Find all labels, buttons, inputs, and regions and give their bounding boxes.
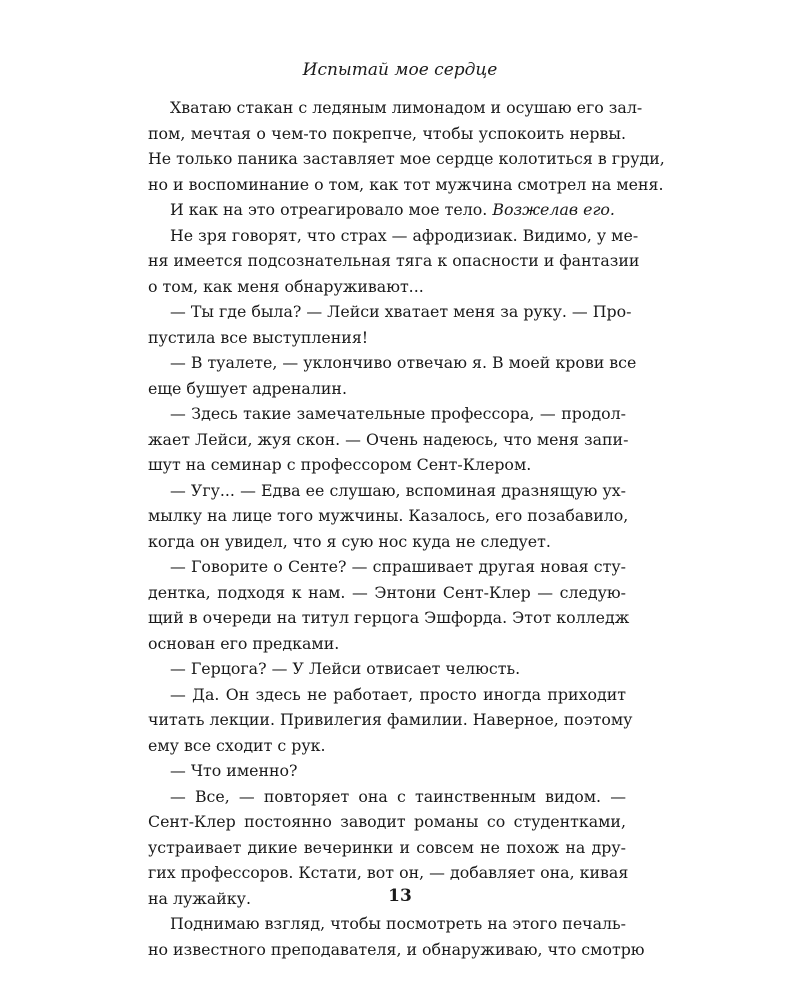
text-line: когда он увидел, что я сую нос куда не следует. (148, 531, 551, 551)
page-number: 13 (388, 886, 412, 906)
text-line: шут на семинар с профессором Сент-Клером. (148, 455, 532, 474)
text-line: о том, как меня обнаруживают... (148, 276, 424, 296)
text-line: гих профессоров. Кстати, вот он, — добавляет она, кивая (148, 863, 629, 882)
text-line: — Ты где была? — Лейси хватает меня за руку. — Про- (170, 302, 632, 321)
text-line-emphasis: Возжелав его. (492, 200, 615, 219)
text-line: — Что именно? (170, 761, 298, 780)
text-line: — Говорите о Сенте? — спрашивает другая новая сту- (170, 557, 626, 576)
text-line (148, 197, 626, 223)
text-line: — В туалете, — уклончиво отвечаю я. В моей крови все (170, 353, 637, 372)
text-line: Сент-Клер постоянно заводит романы со студентками, (148, 812, 626, 831)
text-line: — Герцога? — У Лейси отвисает челюсть. (170, 659, 521, 678)
text-line: — Угу... — Едва ее слушаю, вспоминая дразнящую ух- (170, 480, 626, 500)
text-line: — Здесь такие замечательные профессора, — продол- (170, 404, 626, 423)
text-line: щий в очереди на титул герцога Эшфорда. Этот колледж (148, 608, 630, 627)
text-line: — Да. Он здесь не работает, просто иногда приходит (170, 684, 626, 704)
text-line: читать лекции. Привилегия фамилии. Наверное, поэтому (148, 710, 633, 729)
running-head-title: Испытай мое сердце (302, 60, 498, 80)
text-line: ня имеется подсознательная тяга к опасности и фантазии (148, 251, 640, 270)
text-line: пом, мечтая о чем-то покрепче, чтобы успокоить нервы. (148, 123, 626, 143)
text-line: ему все сходит с рук. (148, 735, 326, 755)
text-line: пустила все выступления! (148, 327, 369, 347)
text-line-part: И как на это отреагировало мое тело. (170, 200, 488, 219)
text-line: Хватаю стакан с ледяным лимонадом и осушаю его зал- (170, 98, 643, 117)
text-line: — Все, — повторяет она с таинственным видом. — (170, 786, 626, 806)
text-line: дентка, подходя к нам. — Энтони Сент-Клер — следую- (148, 582, 626, 602)
text-line: Не только паника заставляет мое сердце колотиться в груди, (148, 149, 665, 168)
text-line: Поднимаю взгляд, чтобы посмотреть на этого печаль- (170, 914, 626, 933)
text-line: Не зря говорят, что страх — афродизиак. Видимо, у ме- (170, 225, 639, 245)
text-line: но известного преподавателя, и обнаруживаю, что смотрю (148, 939, 645, 959)
body-text (148, 95, 665, 962)
text-line: мылку на лице того мужчины. Казалось, его позабавило, (148, 506, 629, 525)
text-line: но и воспоминание о том, как тот мужчина смотрел на меня. (148, 174, 664, 194)
text-line: устраивает дикие вечеринки и совсем не похож на дру- (148, 837, 626, 857)
text-line: основан его предками. (148, 633, 340, 653)
text-line: на лужайку. (148, 888, 251, 908)
text-line: жает Лейси, жуя скон. — Очень надеюсь, что меня запи- (148, 429, 629, 449)
text-line: еще бушует адреналин. (148, 378, 347, 398)
